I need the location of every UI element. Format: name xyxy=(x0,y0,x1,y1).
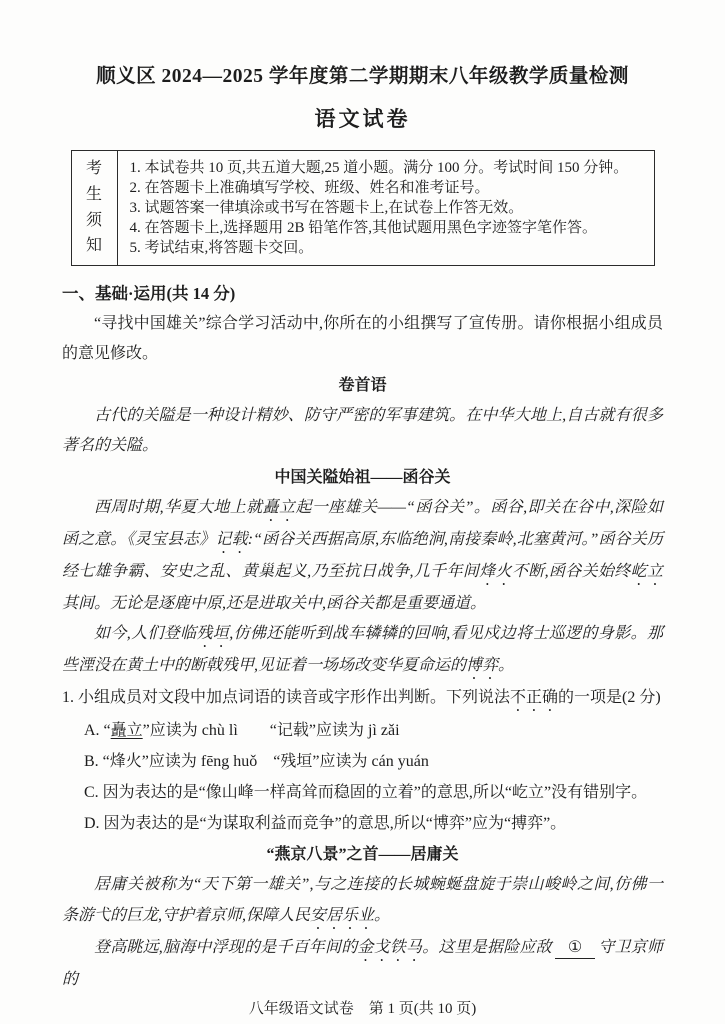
question-1-option-a xyxy=(62,715,663,746)
text-run: 其间。无论是逐鹿中原,还是进取关中,函谷关都是重要通道。 xyxy=(62,594,487,612)
text-run: 。 xyxy=(498,657,515,675)
preface-paragraph: 古代的关隘是一种设计精妙、防守严密的军事建筑。在中华大地上,自古就有很多著名的关隘。 xyxy=(62,406,663,455)
hangu-paragraph-1 xyxy=(62,493,663,620)
question-1-option-d: D. 因为表达的是“为谋取利益而竞争”的意思,所以“博弈”应为“搏弈”。 xyxy=(84,815,567,833)
emphasized-word: 残垣 xyxy=(196,625,230,643)
notice-items xyxy=(118,151,654,265)
text-run: 。这里是据险应敌 xyxy=(422,938,552,956)
juyong-paragraph-2 xyxy=(62,933,663,996)
page-title: 顺义区 2024—2025 学年度第二学期期末八年级教学质量检测 xyxy=(96,66,629,87)
text-run: A. “ xyxy=(84,722,111,740)
notice-box xyxy=(71,150,655,266)
text-run: :“函谷关西据高原,东临绝涧,南接秦岭,北塞黄河。”函谷关历经七雄争霸、安史之乱、黄巢起义,乃至抗日战争,几千年间 xyxy=(62,530,663,580)
emphasized-word: 屹立 xyxy=(630,562,663,580)
emphasized-word: 金戈铁马 xyxy=(357,938,423,956)
notice-label: 考生须知 xyxy=(86,160,103,255)
juyong-heading: “燕京八景”之首——居庸关 xyxy=(266,846,459,864)
hangu-paragraph-2 xyxy=(62,619,663,683)
emphasized-word: 矗立 xyxy=(262,498,296,516)
text-run: 守卫京师的 xyxy=(62,938,663,988)
emphasized-word: 安居乐业 xyxy=(310,906,375,924)
page-subtitle: 语文试卷 xyxy=(314,107,411,132)
section-heading: 一、基础·运用(共 14 分) xyxy=(62,283,236,303)
question-1-option-c: C. 因为表达的是“像山峰一样高耸而稳固的立着”的意思,所以“屹立”没有错别字。 xyxy=(84,784,648,802)
text-run: ”应读为 chù lì “记载”应读为 jì zǎi xyxy=(142,722,400,740)
emphasized-word: 记载 xyxy=(215,530,248,548)
emphasized-word: 不正确 xyxy=(510,689,559,707)
text-run: 。 xyxy=(374,906,391,924)
text-run: 的一项是(2 分) xyxy=(558,689,661,707)
text-run: 不断,函谷关始终 xyxy=(511,562,631,580)
juyong-paragraph-1 xyxy=(62,870,663,933)
text-run: 居庸关被称为“天下第一雄关”,与之连接的长城蜿蜒盘旋于崇山峻岭之间,仿佛一条游弋的巨龙,守护着京师,保障人民 xyxy=(62,876,663,924)
notice-item: 1. 本试卷共 10 页,共五道大题,25 道小题。满分 100 分。考试时间 150 分钟。 xyxy=(129,159,629,176)
emphasized-word: 烽火 xyxy=(479,562,512,580)
notice-item: 4. 在答题卡上,选择题用 2B 铅笔作答,其他试题用黑色字迹签字笔作答。 xyxy=(129,219,598,236)
question-1-stem xyxy=(62,683,663,715)
notice-item: 3. 试题答案一律填涂或书写在答题卡上,在试卷上作答无效。 xyxy=(129,199,524,216)
intro-paragraph: “寻找中国雄关”综合学习活动中,你所在的小组撰写了宣传册。请你根据小组成员的意见修改。 xyxy=(62,314,663,363)
question-1-option-b: B. “烽火”应读为 fēng huǒ “残垣”应读为 cán yuán xyxy=(84,753,429,771)
notice-label-cell xyxy=(72,151,118,265)
preface-title: 卷首语 xyxy=(338,376,387,394)
text-run: 西周时期,华夏大地上就 xyxy=(94,498,263,516)
text-run: 登高眺远,脑海中浮现的是千百年间的 xyxy=(94,938,358,956)
text-run: 1. 小组成员对文段中加点词语的读音或字形作出判断。下列说法 xyxy=(62,689,511,707)
underlined-word: 矗立 xyxy=(110,722,143,740)
blank-fill-1: ① xyxy=(555,938,595,959)
notice-item: 5. 考试结束,将答题卡交回。 xyxy=(129,239,314,256)
emphasized-word: 博弈 xyxy=(466,657,499,675)
notice-item: 2. 在答题卡上准确填写学校、班级、姓名和准考证号。 xyxy=(129,179,490,196)
text-run: 如今,人们登临 xyxy=(94,625,197,643)
text-run: 起一座雄关——“函谷关”。函谷,即关在谷中,深险如函之意。《灵宝县志》 xyxy=(62,498,663,548)
text-run: ,仿佛还能听到战车辚辚的回响,看见戍边将士巡逻的身影。那些湮没在黄土中的断戟残甲,见证着一场场改变华夏命运的 xyxy=(62,625,663,675)
hangu-heading: 中国关隘始祖——函谷关 xyxy=(274,468,451,486)
page-footer: 八年级语文试卷 第 1 页(共 10 页) xyxy=(248,1001,477,1018)
